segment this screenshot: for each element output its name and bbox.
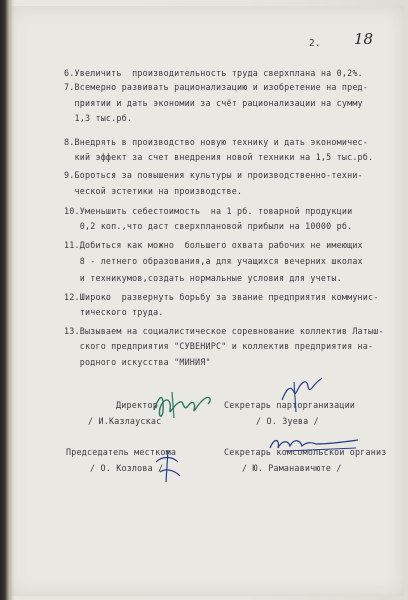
party-secretary-signature [276,372,326,414]
komsomol-secretary-title: Секретарь комсомольской организ [224,447,387,457]
komsomol-secretary-signature [266,434,362,454]
page-number: 2. [309,38,321,49]
union-chair-name: / О. Козлова / [90,463,164,473]
list-item-13-cont: ского предприятия "СУВЕНИРС" и коллектив предприятия на- [64,341,374,351]
union-chair-title: Председатель месткома [66,447,177,457]
director-signature [150,388,216,422]
komsomol-secretary-name: / Ю. Раманавичюте / [242,463,342,473]
list-item-11: 11.Добиться как можно большего охвата рабочих не имеющих [64,240,363,250]
list-item-13-cont: родного искусства "МИНИЯ" [64,357,211,367]
list-item-7: 7.Всемерно развивать рационализацию и изобретение на пред- [64,82,369,92]
list-item-8: 8.Внедрять в производство новую технику и дать экономичес- [64,137,369,147]
list-item-7-cont: приятии и дать экономии за счёт рационализации на сумму [64,98,363,108]
binding-edge [0,0,14,600]
list-item-12-cont: тического труда. [64,307,164,317]
list-item-8-cont: кий эффект за счет внедрения новой техники на 1,5 тыс.рб. [64,152,374,162]
list-item-11-cont: 8 - летнего образования,а для учащихся вечерних школах [64,256,363,266]
list-item-13: 13.Вызываем на социалистическое соревнование коллектив Латыш- [64,326,384,336]
list-item-9: 9.Бороться за повышения культуры и производственно-техни- [64,170,363,180]
director-title: Директор [116,400,158,410]
list-item-10-cont: 0,2 коп.,что даст сверхплановой прибыли на 10000 рб. [64,221,353,231]
party-secretary-title: Секретарь парторганизации [224,400,356,410]
list-item-7-cont: 1,3 тыс.рб. [64,113,133,123]
list-item-11-cont: и техникумов,создать нормальные условия для учеты. [64,273,342,283]
director-name: / И.Казлаускас [88,416,162,426]
list-item-12: 12.Широко развернуть борьбу за звание предприятия коммунис- [64,292,379,302]
folio-number: 18 [354,30,374,48]
union-chair-signature [150,448,186,484]
list-item-6: 6.Увеличить производительность труда сверхплана на 0,2%. [64,68,363,78]
list-item-9-cont: ческой эстетики на производстве. [64,186,243,196]
party-secretary-name: / О. Зуева / [256,416,319,426]
list-item-10: 10.Уменьшить себестоимость на 1 рб. товарной продукции [64,206,353,216]
